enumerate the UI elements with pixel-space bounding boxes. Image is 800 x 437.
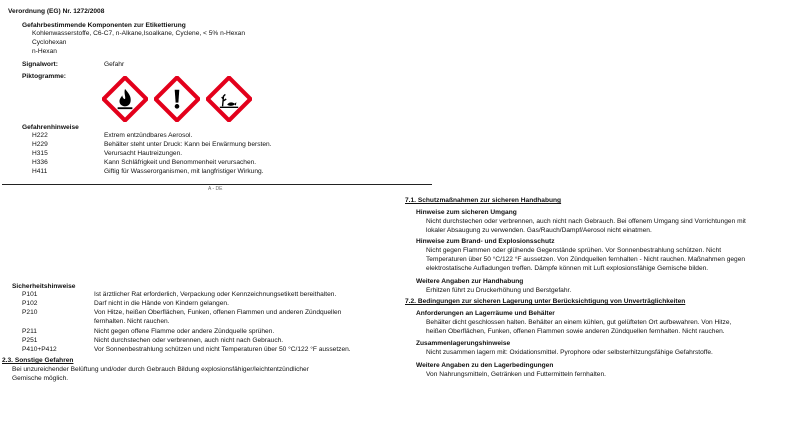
safety-text: Nicht gegen offene Flamme oder andere Zündquelle sprühen. xyxy=(94,328,275,335)
hazard-code: H222 xyxy=(32,132,48,139)
safety-text: Ist ärztlicher Rat erforderlich, Verpackung oder Kennzeichnungsetikett bereithalten. xyxy=(94,291,337,298)
fire-protection-line-1: Nicht gegen Flammen oder glühende Gegenstände sprühen. Vor Sonnenbestrahlung schützen. Nicht xyxy=(426,247,722,254)
hazard-code: H229 xyxy=(32,141,48,148)
components-heading: Gefahrbestimmende Komponenten zur Etikettierung xyxy=(22,22,186,29)
other-hazards-line-2: Gemische möglich. xyxy=(12,375,69,382)
section-7-2-heading: 7.2. Bedingungen zur sicheren Lagerung unter Berücksichtigung von Unverträglichkeiten xyxy=(405,298,686,305)
fire-protection-line-3: elektrostatische Aufladungen treffen. Dämpfe können mit Luft explosionsfähige Gemische bilden. xyxy=(426,265,709,272)
safety-text: Von Hitze, heißen Oberflächen, Funken, offenen Flammen und anderen Zündquellen xyxy=(94,309,342,316)
safe-handling-title: Hinweise zum sicheren Umgang xyxy=(416,209,517,216)
safe-handling-line-1: Nicht durchstechen oder verbrennen, auch nicht nach Gebrauch. Bei offenem Umgang sind Vorrichtungen mit xyxy=(426,218,746,225)
safety-text: Darf nicht in die Hände von Kindern gelangen. xyxy=(94,300,229,307)
other-hazards-heading: 2.3. Sonstige Gefahren xyxy=(2,357,74,364)
safe-handling-line-2: lokaler Absaugung zu verwenden. Gas/Rauch/Dampf/Aerosol nicht einatmen. xyxy=(426,227,652,234)
storage-requirements-title: Anforderungen an Lagerräume und Behälter xyxy=(416,310,555,317)
regulation-title: Verordnung (EG) Nr. 1272/2008 xyxy=(8,8,105,15)
further-handling-title: Weitere Angaben zur Handhabung xyxy=(416,278,524,285)
hazard-code: H315 xyxy=(32,150,48,157)
page-footer-mark: A - DE xyxy=(208,186,223,192)
signal-word-label: Signalwort: xyxy=(22,61,58,68)
storage-requirements-line-1: Behälter dicht geschlossen halten. Behälter an einem kühlen, gut gelüfteten Ort aufbewahren. Von Hitze, xyxy=(426,319,732,326)
co-storage-title: Zusammenlagerungshinweise xyxy=(416,340,511,347)
safety-code: P102 xyxy=(22,300,38,307)
hazard-text: Kann Schläfrigkeit und Benommenheit verursachen. xyxy=(104,159,257,166)
co-storage-line-1: Nicht zusammen lagern mit: Oxidationsmittel. Pyrophore oder selbsterhitzungsfähige Gefahrstoffe. xyxy=(426,349,713,356)
component-3: n-Hexan xyxy=(32,48,57,55)
safety-code: P211 xyxy=(22,328,37,335)
signal-word-value: Gefahr xyxy=(104,61,125,68)
safety-list xyxy=(22,291,392,355)
safety-text: fernhalten. Nicht rauchen. xyxy=(94,318,170,325)
fire-protection-title: Hinweise zum Brand- und Explosionsschutz xyxy=(416,238,555,245)
exclamation-icon xyxy=(154,76,200,122)
hazard-code: H411 xyxy=(32,168,48,175)
safety-code: P210 xyxy=(22,309,38,316)
other-hazards-line-1: Bei unzureichender Belüftung und/oder durch Gebrauch Bildung explosionsfähiger/leichtentzündlicher xyxy=(12,366,309,373)
safety-code: P101 xyxy=(22,291,38,298)
safety-heading: Sicherheitshinweise xyxy=(12,283,76,290)
hazard-code: H336 xyxy=(32,159,48,166)
section-7-1-heading: 7.1. Schutzmaßnahmen zur sicheren Handhabung xyxy=(405,197,562,204)
hazard-text: Extrem entzündbares Aerosol. xyxy=(104,132,193,139)
component-1: Kohlenwasserstoffe, C6-C7, n-Alkane,Isoalkane, Cyclene, < 5% n-Hexan xyxy=(32,30,246,37)
page-divider xyxy=(2,184,432,185)
storage-conditions-title: Weitere Angaben zu den Lagerbedingungen xyxy=(416,362,554,369)
fire-protection-line-2: Temperaturen über 50 °C/122 °F aussetzen. Von Zündquellen fernhalten - Nicht rauchen. Maßnahmen gegen xyxy=(426,256,746,263)
storage-requirements-line-2: heißen Oberflächen, Funken, offenen Flammen sowie anderen Zündquellen fernhalten. Nicht rauchen. xyxy=(426,328,725,335)
further-handling-line-1: Erhitzen führt zu Druckerhöhung und Berstgefahr. xyxy=(426,287,572,294)
safety-code: P251 xyxy=(22,337,38,344)
environment-icon xyxy=(206,76,252,122)
component-2: Cyclohexan xyxy=(32,39,67,46)
hazard-heading: Gefahrenhinweise xyxy=(22,124,79,131)
hazard-text: Verursacht Hautreizungen. xyxy=(104,150,183,157)
hazard-text: Giftig für Wasserorganismen, mit langfristiger Wirkung. xyxy=(104,168,264,175)
pictogram-row xyxy=(102,76,252,122)
safety-text: Vor Sonnenbestrahlung schützen und nicht Temperaturen über 50 °C/122 °F aussetzen. xyxy=(94,346,351,353)
pictograms-label: Piktogramme: xyxy=(22,73,66,80)
hazard-list xyxy=(32,132,392,180)
safety-code: P410+P412 xyxy=(22,346,57,353)
storage-conditions-line-1: Von Nahrungsmitteln, Getränken und Futtermitteln fernhalten. xyxy=(426,371,606,378)
safety-text: Nicht durchstechen oder verbrennen, auch nicht nach Gebrauch. xyxy=(94,337,284,344)
flame-icon xyxy=(102,76,148,122)
hazard-text: Behälter steht unter Druck: Kann bei Erwärmung bersten. xyxy=(104,141,272,148)
